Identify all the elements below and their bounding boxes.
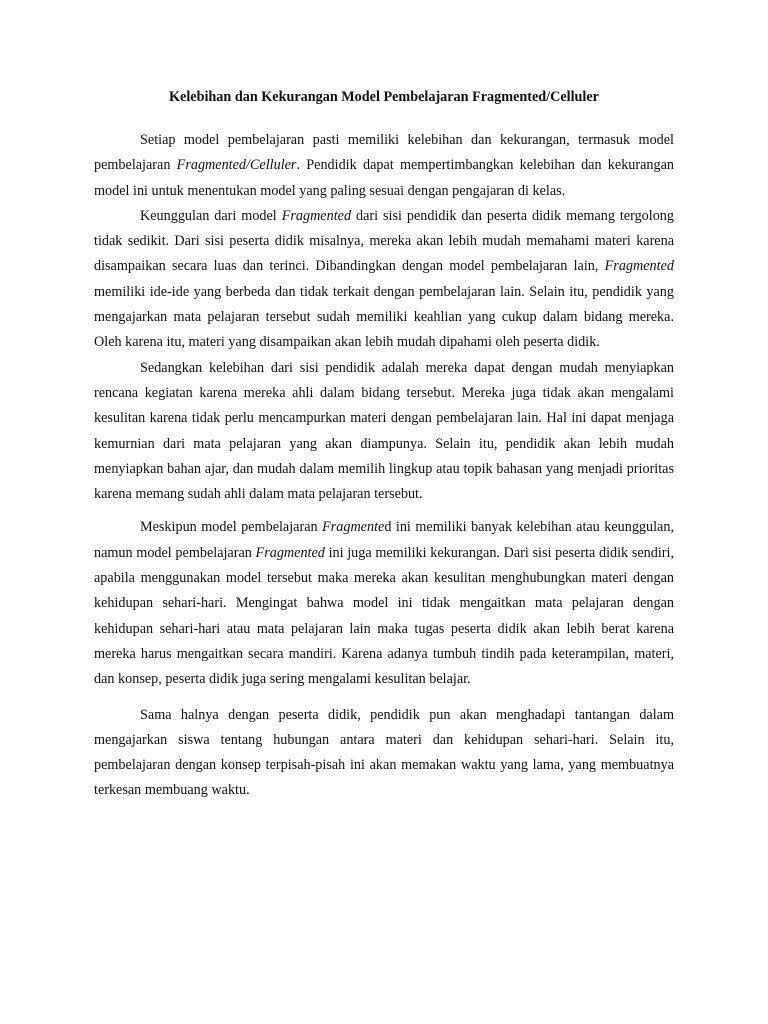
text-run: Keunggulan dari model xyxy=(140,207,282,224)
text-run: d ini memiliki banyak kelebihan atau keunggulan, namun model pembelajaran xyxy=(94,519,674,561)
paragraph-3 xyxy=(94,356,674,508)
italic-term: Fragmente xyxy=(322,519,385,536)
italic-term: Fragmented/Celluler xyxy=(176,157,297,174)
text-run: . Pendidik dapat mempertimbangkan kelebihan dan kekurangan model ini untuk menentukan model yang paling sesuai dengan pengajaran di kelas. xyxy=(94,157,674,199)
paragraph-5 xyxy=(94,703,674,804)
text-run: Sama halnya dengan peserta didik, pendidik pun akan menghadapi tantangan dalam mengajarkan siswa tentang hubungan antara materi dan kehidupan sehari-hari. Selain itu, pembelajaran dengan konsep terpisah-pisah ini akan memakan waktu yang lama, yang membuatnya terkesan membuang waktu. xyxy=(94,706,674,799)
text-run: Setiap model pembelajaran pasti memiliki kelebihan dan kekurangan, termasuk model pembelajaran xyxy=(94,132,674,174)
italic-term: Fragmented xyxy=(255,544,325,561)
document-title: Kelebihan dan Kekurangan Model Pembelajaran Fragmented/Celluler xyxy=(169,89,599,105)
italic-term: Fragmented xyxy=(604,258,674,275)
text-run: memiliki ide-ide yang berbeda dan tidak terkait dengan pembelajaran lain. Selain itu, pendidik yang mengajarkan mata pelajaran tersebut sudah memiliki keahlian yang cukup dalam bidang mereka. Oleh karena itu, materi yang disampaikan akan lebih mudah dipahami oleh peserta didik. xyxy=(94,283,674,351)
paragraph-2 xyxy=(94,204,674,356)
paragraph-1 xyxy=(94,128,674,204)
text-run: Sedangkan kelebihan dari sisi pendidik adalah mereka dapat dengan mudah menyiapkan rencana kegiatan karena mereka ahli dalam bidang tersebut. Mereka juga tidak akan mengalami kesulitan karena tidak perlu mencampurkan materi dengan pembelajaran lain. Hal ini dapat menjaga kemurnian dari mata pelajaran yang akan diampunya. Selain itu, pendidik akan lebih mudah menyiapkan bahan ajar, dan mudah dalam memilih lingkup atau topik bahasan yang menjadi prioritas karena memang sudah ahli dalam mata pelajaran tersebut. xyxy=(94,359,674,503)
text-run: Meskipun model pembelajaran xyxy=(140,519,323,536)
paragraph-4 xyxy=(94,515,674,692)
italic-term: Fragmented xyxy=(281,207,352,224)
text-run: ini juga memiliki kekurangan. Dari sisi peserta didik sendiri, apabila menggunakan model tersebut maka mereka akan kesulitan menghubungkan materi dengan kehidupan sehari-hari. Mengingat bahwa model ini tidak mengaitkan mata pelajaran dengan kehidupan sehari-hari atau mata pelajaran lain maka tugas peserta didik akan lebih berat karena mereka harus mengaitkan secara mandiri. Karena adanya tumbuh tindih pada keterampilan, materi, dan konsep, peserta didik juga sering mengalami kesulitan belajar. xyxy=(94,544,674,688)
document-page xyxy=(94,86,674,804)
text-run: dari sisi pendidik dan peserta didik memang tergolong tidak sedikit. Dari sisi peserta didik misalnya, mereka akan lebih mudah memahami materi karena disampaikan secara luas dan terinci. Dibandingkan dengan model pembelajaran lain, xyxy=(94,207,674,275)
